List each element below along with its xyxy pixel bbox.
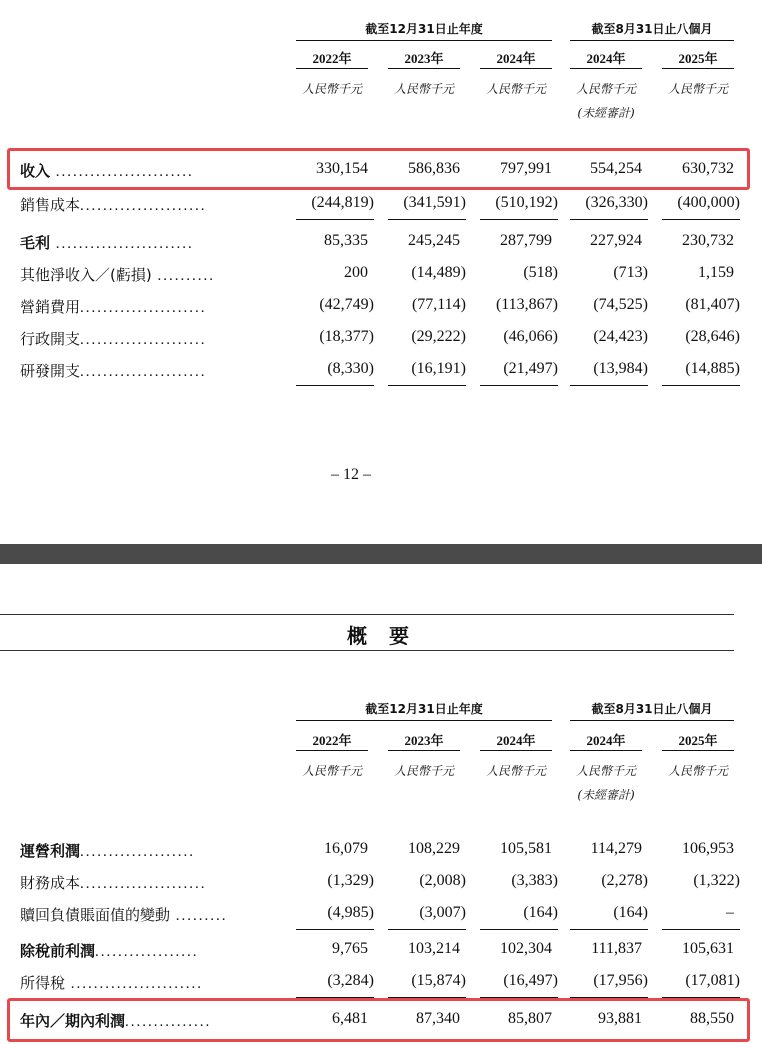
cell-2025-8m: 106,953 [682, 840, 734, 857]
row-label [20, 940, 199, 961]
top-row-marketing-expenses [0, 296, 762, 320]
page-number: – 12 – [331, 466, 371, 483]
cell-2023: (29,222) [411, 328, 466, 345]
bottom-row-finance-costs [0, 872, 762, 896]
row-label-text: 行政開支 [20, 330, 81, 348]
cell-2022: (1,329) [327, 872, 374, 889]
row-label-text: 研發開支 [20, 362, 81, 380]
cell-2025-8m: (17,081) [685, 972, 740, 989]
bottom-row-income-tax [0, 972, 762, 996]
cell-2022: 200 [344, 264, 368, 281]
bottom-unit: 人民幣千元 [393, 764, 454, 778]
cell-2022: 16,079 [324, 840, 368, 857]
cell-2025-8m: 230,732 [682, 232, 734, 249]
top-unit: 人民幣千元 [575, 82, 636, 96]
cell-2024: (164) [523, 904, 558, 921]
cell-2023: 108,229 [408, 840, 460, 857]
top-year-underline [296, 68, 368, 69]
leader-dots: .................. [95, 944, 199, 960]
cell-2024: (16,497) [503, 972, 558, 989]
title-rule-top [0, 614, 734, 615]
row-label-text: 贖回負債賬面值的變動 [20, 906, 171, 924]
bottom-year-2023: 2023年 [404, 733, 444, 748]
cell-2024: 797,991 [500, 160, 552, 177]
cell-2023: (3,007) [419, 904, 466, 921]
top-unit: 人民幣千元 [393, 82, 454, 96]
sum-underline [662, 929, 740, 930]
cell-2024: 287,799 [500, 232, 552, 249]
cell-2022: 85,335 [324, 232, 368, 249]
top-year-2023: 2023年 [404, 51, 444, 66]
sum-underline [388, 219, 466, 220]
cell-2022: (4,985) [327, 904, 374, 921]
row-label [20, 872, 207, 893]
top-group-8m-underline [570, 40, 734, 41]
cell-2024-8m: 227,924 [590, 232, 642, 249]
cell-2022: (244,819) [311, 194, 374, 211]
row-label [20, 328, 207, 349]
bottom-row-redemption-liability-change [0, 904, 762, 928]
row-label-text: 年內／期內利潤 [20, 1012, 126, 1030]
bottom-group-8m-underline [570, 720, 734, 721]
top-row-gross-profit [0, 232, 762, 256]
sum-underline [480, 929, 558, 930]
cell-2024-8m: (24,423) [593, 328, 648, 345]
top-unit: 人民幣千元 [301, 82, 362, 96]
top-unaudited: (未經審計) [577, 106, 635, 120]
top-year-2024: 2024年 [496, 51, 536, 66]
leader-dots: ...................... [80, 876, 207, 892]
bottom-unit: 人民幣千元 [667, 764, 728, 778]
cell-2023: 245,245 [408, 232, 460, 249]
leader-dots: ...................... [80, 364, 207, 380]
bottom-year-underline [480, 750, 552, 751]
top-year-2024-8m: 2024年 [586, 51, 626, 66]
cell-2023: 586,836 [408, 160, 460, 177]
cell-2025-8m: 1,159 [698, 264, 734, 281]
top-group-8m-header: 截至8月31日止八個月 [591, 22, 713, 36]
highlight-box-revenue [7, 148, 750, 190]
cell-2024-8m: (2,278) [601, 872, 648, 889]
sum-underline [570, 219, 648, 220]
cell-2024: (113,867) [495, 296, 558, 313]
cell-2022: 9,765 [332, 940, 368, 957]
cell-2024-8m: (713) [613, 264, 648, 281]
cell-2023: (2,008) [419, 872, 466, 889]
cell-2024: 85,807 [508, 1010, 552, 1027]
row-label [20, 232, 194, 253]
leader-dots: ...................... [80, 332, 207, 348]
cell-2025-8m: 88,550 [690, 1010, 734, 1027]
cell-2022: (18,377) [319, 328, 374, 345]
row-label [20, 840, 195, 861]
top-year-underline [662, 68, 734, 69]
bottom-year-2024-8m: 2024年 [586, 733, 626, 748]
leader-dots: ....................... [65, 976, 204, 992]
leader-dots: ......... [170, 908, 228, 924]
leader-dots: ...................... [80, 300, 207, 316]
cell-2022: (3,284) [327, 972, 374, 989]
cell-2022: (42,749) [319, 296, 374, 313]
sum-underline [388, 929, 466, 930]
top-unit: 人民幣千元 [485, 82, 546, 96]
cell-2023: (77,114) [411, 296, 466, 313]
leader-dots: ............... [125, 1014, 212, 1030]
title-rule-bottom [0, 650, 734, 651]
cell-2025-8m: (400,000) [677, 194, 740, 211]
cell-2024-8m: (17,956) [593, 972, 648, 989]
bottom-group-fy-header: 截至12月31日止年度 [365, 702, 483, 716]
sum-underline [480, 385, 558, 386]
top-year-2025-8m: 2025年 [678, 51, 718, 66]
cell-2025-8m: (81,407) [685, 296, 740, 313]
top-year-2022: 2022年 [312, 51, 352, 66]
cell-2023: (341,591) [403, 194, 466, 211]
sum-underline [570, 929, 648, 930]
cell-2022: 6,481 [332, 1010, 368, 1027]
row-label [20, 264, 215, 285]
cell-2024-8m: (326,330) [585, 194, 648, 211]
cell-2024: 105,581 [500, 840, 552, 857]
row-label-text: 財務成本 [20, 874, 81, 892]
sum-underline [662, 385, 740, 386]
sum-underline [570, 385, 648, 386]
row-label-text: 除稅前利潤 [20, 942, 96, 960]
cell-2024-8m: (164) [613, 904, 648, 921]
cell-2025-8m: – [726, 904, 734, 921]
cell-2025-8m: (1,322) [693, 872, 740, 889]
sum-underline [388, 385, 466, 386]
cell-2022: 330,154 [316, 160, 368, 177]
bottom-unit: 人民幣千元 [575, 764, 636, 778]
top-row-rnd-expenses [0, 360, 762, 384]
bottom-row-operating-profit [0, 840, 762, 864]
cell-2024: (3,383) [511, 872, 558, 889]
cell-2025-8m: 105,631 [682, 940, 734, 957]
sum-underline [662, 219, 740, 220]
page-divider-bar [0, 544, 762, 564]
leader-dots: ........................ [50, 236, 194, 252]
sum-underline [296, 929, 374, 930]
highlight-box-profit [7, 998, 750, 1042]
bottom-year-2024: 2024年 [496, 733, 536, 748]
sum-underline [296, 385, 374, 386]
cell-2023: 87,340 [416, 1010, 460, 1027]
bottom-year-underline [296, 750, 368, 751]
cell-2024: (46,066) [503, 328, 558, 345]
cell-2023: (16,191) [411, 360, 466, 377]
leader-dots: .................... [80, 844, 196, 860]
cell-2023: (14,489) [411, 264, 466, 281]
leader-dots: ...................... [80, 198, 207, 214]
sum-underline [296, 219, 374, 220]
row-label-text: 收入 [20, 162, 51, 180]
sum-underline [480, 219, 558, 220]
cell-2022: (8,330) [327, 360, 374, 377]
top-year-underline [480, 68, 552, 69]
row-label [20, 972, 203, 993]
bottom-year-underline [570, 750, 642, 751]
top-row-other-net-income [0, 264, 762, 288]
top-row-admin-expenses [0, 328, 762, 352]
bottom-group-fy-underline [296, 720, 552, 721]
bottom-row-profit-before-tax [0, 940, 762, 964]
cell-2024: 102,304 [500, 940, 552, 957]
row-label [20, 296, 207, 317]
cell-2024: (21,497) [503, 360, 558, 377]
leader-dots: ........................ [50, 164, 194, 180]
row-label [20, 360, 207, 381]
bottom-year-underline [662, 750, 734, 751]
cell-2023: (15,874) [411, 972, 466, 989]
bottom-group-8m-header: 截至8月31日止八個月 [591, 702, 713, 716]
row-label [20, 194, 207, 215]
top-group-fy-underline [296, 40, 552, 41]
cell-2024-8m: 93,881 [598, 1010, 642, 1027]
top-unit: 人民幣千元 [667, 82, 728, 96]
row-label [20, 904, 228, 925]
cell-2024-8m: 554,254 [590, 160, 642, 177]
row-label-text: 其他淨收入／(虧損) [20, 266, 152, 284]
bottom-year-2025-8m: 2025年 [678, 733, 718, 748]
cell-2024: (518) [523, 264, 558, 281]
cell-2024-8m: (74,525) [593, 296, 648, 313]
top-year-underline [388, 68, 460, 69]
bottom-unit: 人民幣千元 [485, 764, 546, 778]
top-group-fy-header: 截至12月31日止年度 [365, 22, 483, 36]
row-label-text: 毛利 [20, 234, 51, 252]
cell-2024: (510,192) [495, 194, 558, 211]
row-label-text: 運營利潤 [20, 842, 81, 860]
bottom-year-2022: 2022年 [312, 733, 352, 748]
bottom-unaudited: (未經審計) [577, 788, 635, 802]
bottom-year-underline [388, 750, 460, 751]
section-title: 概要 [347, 624, 431, 648]
cell-2024-8m: 111,837 [591, 940, 642, 957]
row-label-text: 所得稅 [20, 974, 66, 992]
cell-2023: 103,214 [408, 940, 460, 957]
cell-2025-8m: (14,885) [685, 360, 740, 377]
top-year-underline [570, 68, 642, 69]
cell-2025-8m: 630,732 [682, 160, 734, 177]
row-label-text: 銷售成本 [20, 196, 81, 214]
cell-2024-8m: (13,984) [593, 360, 648, 377]
cell-2025-8m: (28,646) [685, 328, 740, 345]
bottom-unit: 人民幣千元 [301, 764, 362, 778]
cell-2024-8m: 114,279 [590, 840, 642, 857]
leader-dots: .......... [151, 268, 215, 284]
top-row-cost-of-sales [0, 194, 762, 218]
row-label-text: 營銷費用 [20, 298, 81, 316]
